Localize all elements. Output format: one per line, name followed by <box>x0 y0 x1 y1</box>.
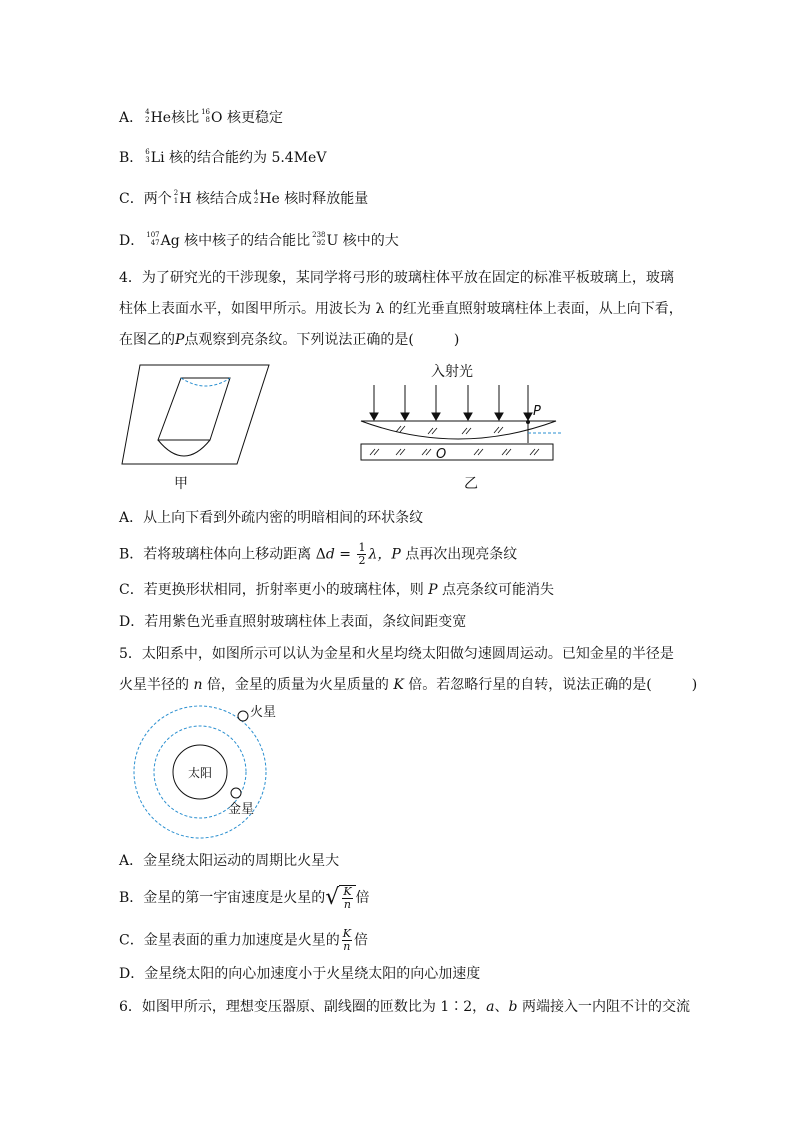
q3-option-d: D． 107 47 Ag 核中核子的结合能比 238 92 U 核中的大 <box>119 231 399 249</box>
mars-label: 火星 <box>250 705 277 720</box>
q5-option-d: D．金星绕太阳的向心加速度小于火星绕太阳的向心加速度 <box>119 966 481 982</box>
fig-yi-point-p: P <box>533 404 541 419</box>
glass-cylinder-section <box>361 421 556 439</box>
q5-option-b: B．金星的第一宇宙速度是火星的 √ $\frac{K}{n}$ 倍 <box>119 885 370 911</box>
q5-option-a: A．金星绕太阳运动的周期比火星大 <box>119 853 340 869</box>
glass-cylinder-top-arc-dashed <box>181 378 230 386</box>
q5-stem-line2: 火星半径的 n 倍，金星的质量为火星质量的 K 倍。若忽略行星的自转，说法正确的是( ) <box>119 677 698 693</box>
venus-label: 金星 <box>228 802 255 817</box>
sun-label: 太阳 <box>187 766 213 780</box>
q5-stem-line1: 5．太阳系中，如图所示可以认为金星和火星均绕太阳做匀速圆周运动。已知金星的半径是 <box>119 646 674 662</box>
venus-planet <box>231 788 241 798</box>
q5-option-c: C．金星表面的重力加速度是火星的 $\frac{K}{n}$ 倍 <box>119 927 368 953</box>
q3-option-a: A． 4 2 He核比 16 8 O 核更稳定 <box>119 108 283 126</box>
q4-stem-line2: 柱体上表面水平，如图甲所示。用波长为 λ 的红光垂直照射玻璃柱体上表面，从上向下看， <box>119 301 683 317</box>
fig-yi-caption: 乙 <box>464 476 478 492</box>
fig-yi-point-o: O <box>436 447 447 462</box>
glass-cylinder-bottom-arc <box>158 440 210 456</box>
q4-stem-line3: 在图乙的P点观察到亮条纹。下列说法正确的是( ) <box>119 332 460 348</box>
mars-planet <box>238 711 248 721</box>
q4-stem-line1: 4．为了研究光的干涉现象，某同学将弓形的玻璃柱体平放在固定的标准平板玻璃上，玻璃 <box>119 270 674 286</box>
glass-cylinder-body <box>158 378 230 440</box>
fig-yi-title: 入射光 <box>431 364 473 380</box>
flat-glass-plate <box>122 365 269 464</box>
q3-option-c: C．两个 2 1 H 核结合成 4 2 He 核时释放能量 <box>119 189 369 207</box>
figure-yi <box>356 357 566 497</box>
q4-option-b: B．若将玻璃柱体向上移动距离 Δd = $\frac{1}{2}$ λ，P 点再次出现亮条纹 <box>119 541 518 567</box>
figure-jia <box>118 360 278 495</box>
fig-jia-caption: 甲 <box>174 476 188 492</box>
q4-option-c: C．若更换形状相同，折射率更小的玻璃柱体，则 P 点亮条纹可能消失 <box>119 582 555 598</box>
plate-hatching <box>370 449 539 455</box>
standard-flat-plate <box>361 444 553 460</box>
q4-option-a: A．从上向下看到外疏内密的明暗相间的环状条纹 <box>119 510 424 526</box>
q3-option-b: B． 6 3 Li 核的结合能约为 5.4MeV <box>119 148 327 166</box>
incident-arrows <box>370 385 532 420</box>
orbit-figure <box>118 702 278 842</box>
q4-option-d: D．若用紫色光垂直照射玻璃柱体上表面，条纹间距变宽 <box>119 614 467 630</box>
q6-stem-line1: 6．如图甲所示，理想变压器原、副线圈的匝数比为 1∶2，a、b 两端接入一内阻不计的交流 <box>119 999 690 1015</box>
cylinder-hatching <box>396 426 503 434</box>
